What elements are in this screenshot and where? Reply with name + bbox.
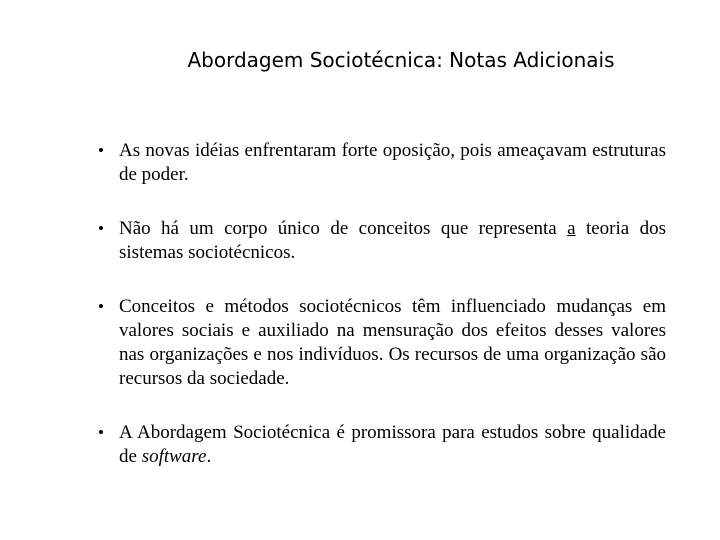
- bullet-text-4-italic: software: [141, 446, 207, 467]
- bullet-item-3: [98, 295, 666, 391]
- bullet-item-2: [98, 217, 666, 265]
- bullet-text-3: Conceitos e métodos sociotécnicos têm influenciado mudanças em valores sociais e auxiliado na mensuração dos efeitos desses valores nas organizações e nos indivíduos. Os recursos de uma organização são recursos da sociedade.: [119, 296, 666, 389]
- slide-title: Abordagem Sociotécnica: Notas Adicionais: [187, 48, 615, 72]
- bullet-text-2b: teoria dos sistemas sociotécnicos.: [119, 218, 666, 263]
- bullet-list: [98, 139, 666, 469]
- bullet-text-4a: A Abordagem Sociotécnica é promissora para estudos sobre qualidade de: [119, 422, 666, 467]
- bullet-text-4b: .: [206, 446, 212, 467]
- bullet-text-2a: Não há um corpo único de conceitos que representa: [119, 218, 568, 239]
- bullet-item-4: [98, 421, 666, 469]
- bullet-text-2-underlined: a: [567, 218, 576, 239]
- bullet-text-1: As novas idéias enfrentaram forte oposição, pois ameaçavam estruturas de poder.: [119, 140, 666, 185]
- bullet-item-1: [98, 139, 666, 187]
